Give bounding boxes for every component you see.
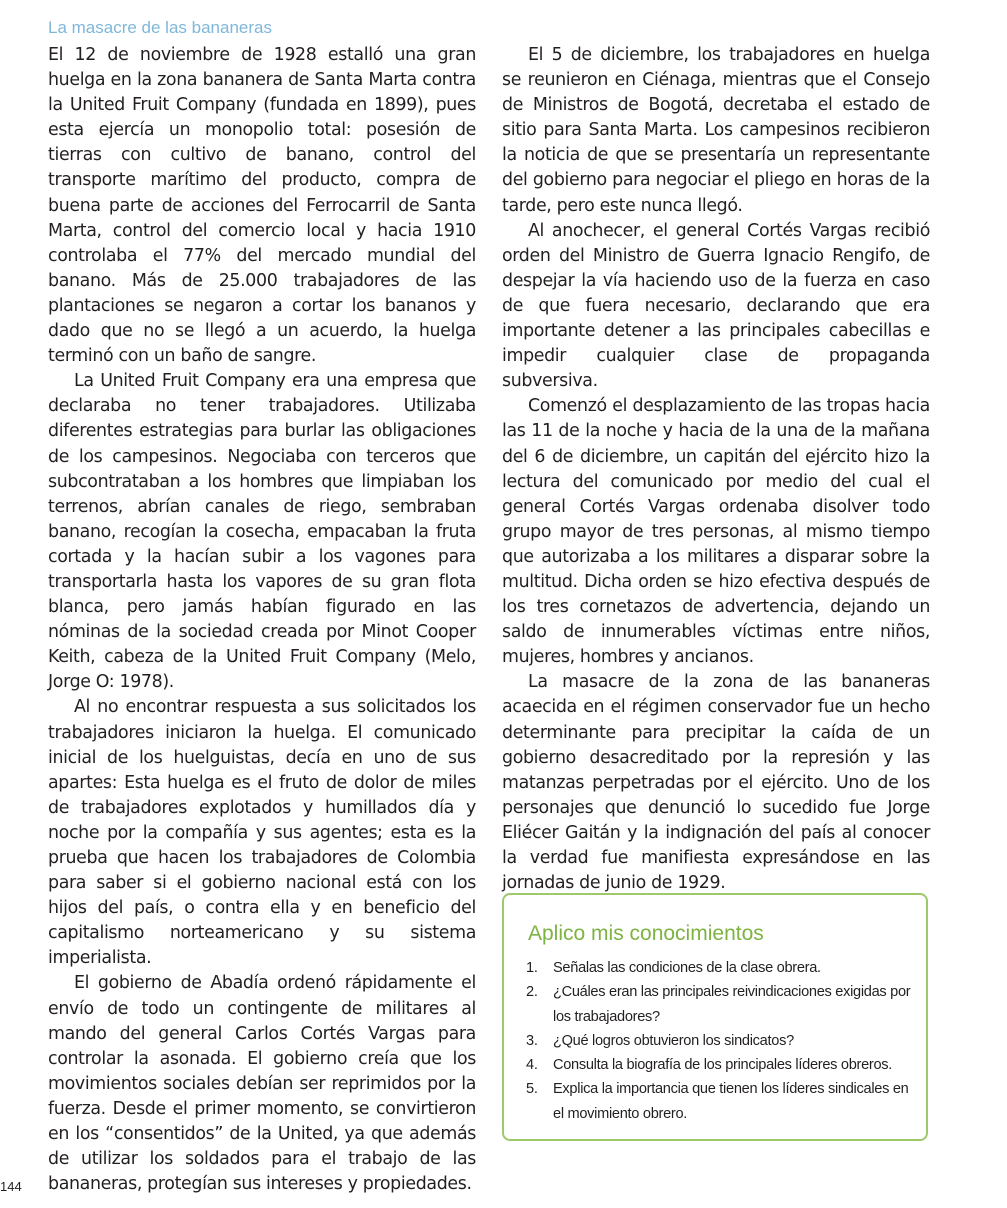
list-item xyxy=(526,1029,916,1053)
activity-list xyxy=(526,956,916,1126)
paragraph: El gobierno de Abadía ordenó rápidamente el envío de todo un contingente de militares al mando del general Carlos Cortés Vargas para controlar la asonada. El gobierno creía que los movimientos sociales debían ser reprimidos por la fuerza. Desde el primer momento, se convirtieron en los “consentidos” de la United, ya que además de utilizar los soldados para el trabajo de las bananeras, protegían sus intereses y propiedades. xyxy=(48,973,476,1195)
section-title: La masacre de las bananeras xyxy=(48,18,272,37)
paragraph: El 12 de noviembre de 1928 estalló una gran huelga en la zona bananera de Santa Marta contra la United Fruit Company (fundada en 1899), pues esta ejercía un monopolio total: posesión de tierras con cultivo de banano, control del transporte marítimo del producto, compra de buena parte de acciones del Ferrocarril de Santa Marta, control del comercio local y hacia 1910 controlaba el 77% del mercado mundial del banano. Más de 25.000 trabajadores de las plantaciones se negaron a cortar los bananos y dado que no se llegó a un acuerdo, la huelga terminó con un baño de sangre. xyxy=(48,45,476,367)
list-item-number: 5. xyxy=(526,1081,538,1098)
list-item-text: ¿Cuáles eran las principales reivindicaciones exigidas por los trabajadores? xyxy=(553,984,911,1025)
list-item-text: Consulta la biografía de los principales líderes obreros. xyxy=(553,1057,893,1074)
left-column xyxy=(48,43,476,1197)
paragraph: Comenzó el desplazamiento de las tropas hacia las 11 de la noche y hacia de la una de la mañana del 6 de diciembre, un capitán del ejército hizo la lectura del comunicado por medio del cual el general Cortés Vargas ordenaba disolver todo grupo mayor de tres personas, al mismo tiempo que autorizaba a los militares a disparar sobre la multitud. Dicha orden se hizo efectiva después de los tres cornetazos de advertencia, dejando un saldo de innumerables víctimas entre niños, mujeres, hombres y ancianos. xyxy=(502,396,930,668)
page-number: 144 xyxy=(0,1179,22,1194)
list-item-number: 4. xyxy=(526,1057,538,1074)
paragraph: Al no encontrar respuesta a sus solicitados los trabajadores iniciaron la huelga. El comunicado inicial de los huelguistas, decía en uno de sus apartes: Esta huelga es el fruto de dolor de miles de trabajadores explotados y humillados día y noche por la compañía y sus agentes; esta es la prueba que hacen los trabajadores de Colombia para saber si el gobierno nacional está con los hijos del país, o contra ella y en beneficio del capitalismo norteamericano y su sistema imperialista. xyxy=(48,697,476,969)
paragraph: El 5 de diciembre, los trabajadores en huelga se reunieron en Ciénaga, mientras que el Consejo de Ministros de Bogotá, decretaba el estado de sitio para Santa Marta. Los campesinos recibieron la noticia de que se presentaría un representante del gobierno para negociar el pliego en horas de la tarde, pero este nunca llegó. xyxy=(502,45,930,216)
right-column xyxy=(502,43,930,896)
list-item-text: Explica la importancia que tienen los líderes sindicales en el movimiento obrero. xyxy=(553,1081,909,1122)
paragraph: Al anochecer, el general Cortés Vargas recibió orden del Ministro de Guerra Ignacio Rengifo, de despejar la vía haciendo uso de la fuerza en caso de que fuera necesario, declarando que era importante detener a las principales cabecillas e impedir cualquier clase de propaganda subversiva. xyxy=(502,220,930,392)
list-item-number: 2. xyxy=(526,984,538,1001)
list-item-text: ¿Qué logros obtuvieron los sindicatos? xyxy=(553,1032,794,1049)
list-item xyxy=(526,1077,916,1126)
list-item xyxy=(526,980,916,1029)
list-item xyxy=(526,1053,916,1077)
list-item-number: 1. xyxy=(526,960,538,976)
list-item-text: Señalas las condiciones de la clase obrera. xyxy=(553,960,821,976)
list-item xyxy=(526,956,916,980)
activity-box-title: Aplico mis conocimientos xyxy=(528,922,764,945)
paragraph: La United Fruit Company era una empresa que declaraba no tener trabajadores. Utilizaba diferentes estrategias para burlar las obligaciones de los campesinos. Negociaba con terceros que subcontrataban a los hombres que limpiaban los terrenos, abrían canales de riego, sembraban banano, recogían la cosecha, empacaban la fruta cortada y la hacían subir a los vagones para transportarla hasta los vapores de su gran flota blanca, pero jamás habían figurado en las nóminas de la sociedad creada por Minot Cooper Keith, cabeza de la United Fruit Company (Melo, Jorge O: 1978). xyxy=(48,371,476,693)
paragraph: La masacre de la zona de las bananeras acaecida en el régimen conservador fue un hecho determinante para precipitar la caída de un gobierno desacreditado por la represión y las matanzas perpetradas por el ejército. Uno de los personajes que denunció lo sucedido fue Jorge Eliécer Gaitán y la indignación del país al conocer la verdad fue manifiesta expresándose en las jornadas de junio de 1929. xyxy=(502,672,930,894)
activity-box xyxy=(502,893,928,1141)
list-item-number: 3. xyxy=(526,1032,538,1049)
